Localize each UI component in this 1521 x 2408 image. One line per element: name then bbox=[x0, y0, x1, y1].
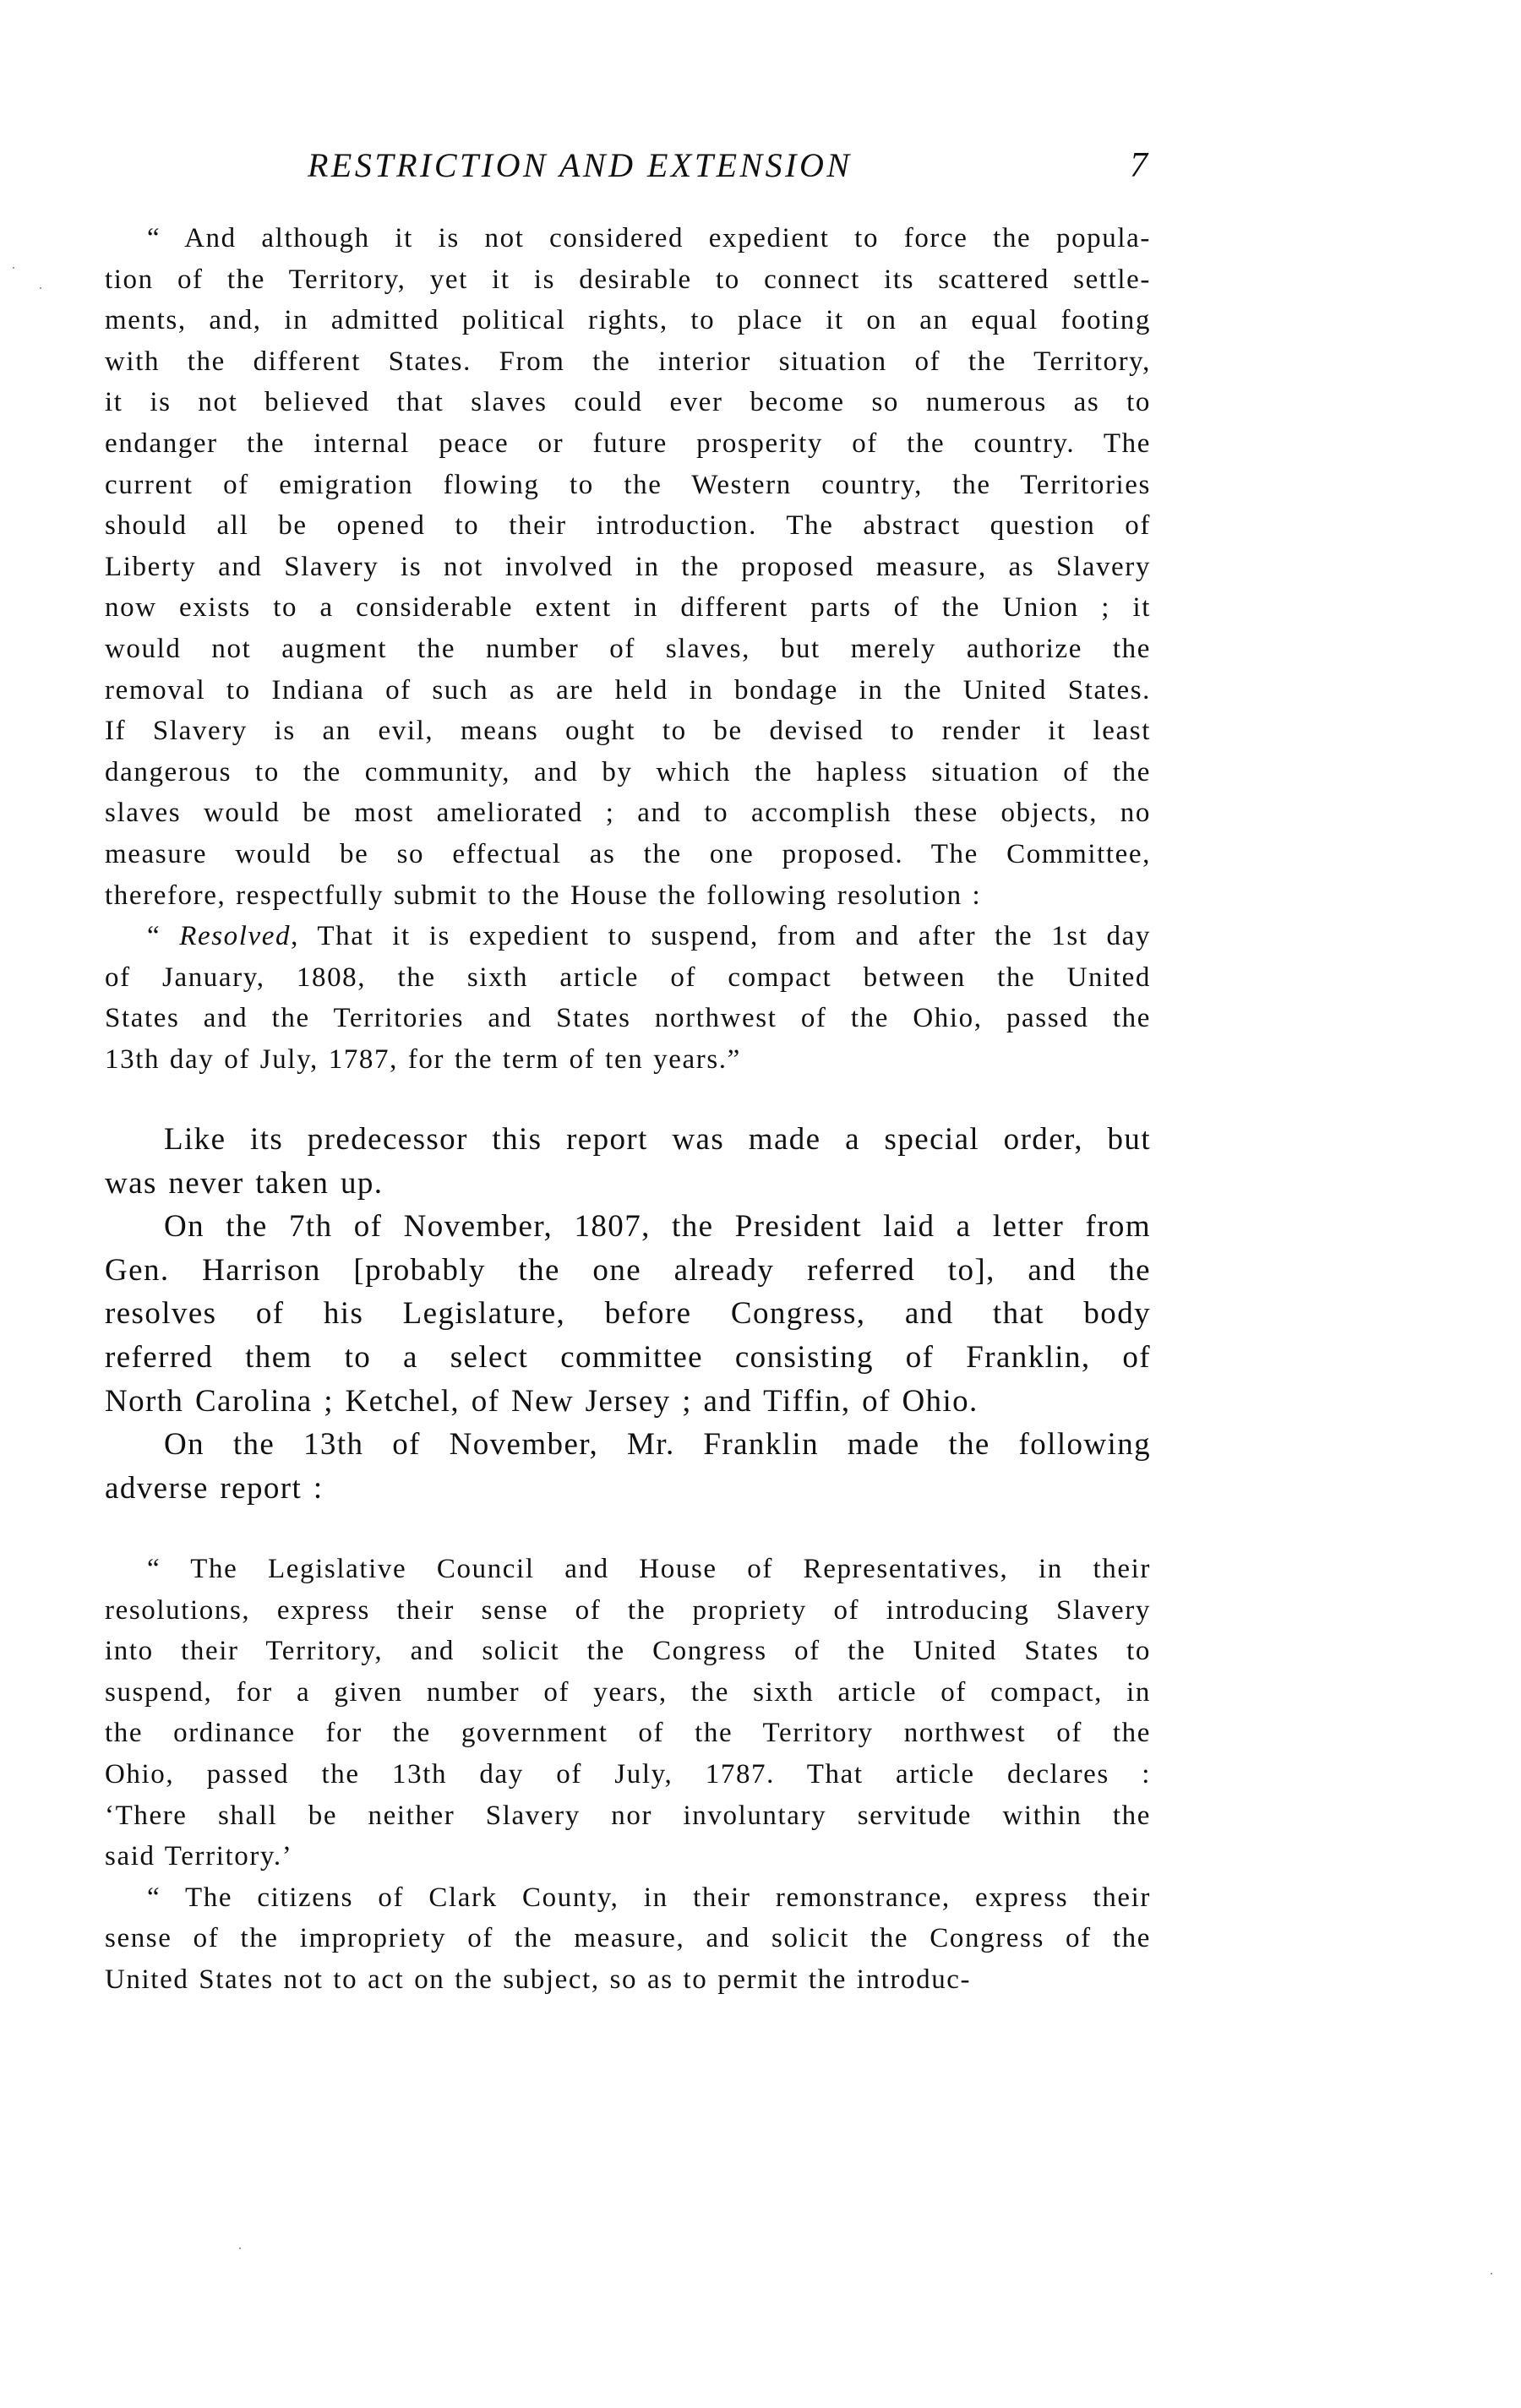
page-number: 7 bbox=[1130, 146, 1148, 185]
text-line: ‘There shall be neither Slavery nor involuntary servitude within the bbox=[105, 1800, 1151, 1831]
text-line: North Carolina ; Ketchel, of New Jersey ; and Tiffin, of Ohio. bbox=[105, 1383, 979, 1419]
text-line: removal to Indiana of such as are held in bondage in the United States. bbox=[105, 674, 1151, 706]
text-line: into their Territory, and solicit the Congress of the United States to bbox=[105, 1636, 1151, 1667]
body-paragraph bbox=[105, 1118, 1151, 1205]
text-line: endanger the internal peace or future prosperity of the country. The bbox=[105, 428, 1151, 459]
narrative-body bbox=[105, 1118, 1151, 1510]
quote-block-adverse-report bbox=[105, 1549, 1151, 2001]
body-paragraph bbox=[105, 1205, 1151, 1423]
text-line: “ And although it is not considered expedient to force the popula- bbox=[147, 223, 1151, 253]
open-quote: “ bbox=[147, 921, 180, 952]
text-line: On the 13th of November, Mr. Franklin made the following bbox=[164, 1427, 1151, 1463]
text-line: On the 7th of November, 1807, the President laid a letter from bbox=[164, 1209, 1151, 1245]
text-line: resolves of his Legislature, before Congress, and that body bbox=[105, 1296, 1151, 1332]
text-line: 13th day of July, 1787, for the term of ten years.” bbox=[105, 1043, 741, 1075]
quote-paragraph bbox=[105, 218, 1151, 916]
text-line: resolutions, express their sense of the propriety of introducing Slavery bbox=[105, 1594, 1151, 1626]
text-line: now exists to a considerable extent in different parts of the Union ; it bbox=[105, 592, 1151, 624]
text-line: sense of the impropriety of the measure, and solicit the Congress of the bbox=[105, 1923, 1151, 1954]
text-line: would not augment the number of slaves, but merely authorize the bbox=[105, 633, 1151, 664]
text-line: with the different States. From the interior situation of the Territory, bbox=[105, 346, 1151, 377]
text-line: therefore, respectfully submit to the House the following resolution : bbox=[105, 880, 982, 911]
quote-paragraph bbox=[105, 1549, 1151, 1877]
quote-block-committee-report bbox=[105, 218, 1151, 1080]
text-line: States and the Territories and States northwest of the Ohio, passed the bbox=[105, 1003, 1151, 1034]
running-head bbox=[105, 142, 1151, 189]
text-line: it is not believed that slaves could ever become so numerous as to bbox=[105, 387, 1151, 418]
text-line: should all be opened to their introduction. The abstract question of bbox=[105, 510, 1151, 542]
text-line: referred them to a select committee consisting of Franklin, of bbox=[105, 1339, 1151, 1375]
text-line: Liberty and Slavery is not involved in the proposed measure, as Slavery bbox=[105, 551, 1151, 582]
text-line: measure would be so effectual as the one proposed. The Committee, bbox=[105, 838, 1151, 869]
resolution-paragraph bbox=[105, 916, 1151, 1080]
text-line: current of emigration flowing to the Western country, the Territories bbox=[105, 469, 1151, 500]
text-line: “ The Legislative Council and House of Representatives, in their bbox=[147, 1554, 1151, 1584]
text-line: adverse report : bbox=[105, 1470, 324, 1506]
text-line: tion of the Territory, yet it is desirable to connect its scattered settle- bbox=[105, 264, 1151, 295]
running-title: RESTRICTION AND EXTENSION bbox=[308, 146, 853, 184]
text-line: Like its predecessor this report was made a special order, but bbox=[164, 1122, 1151, 1157]
text-line: of January, 1808, the sixth article of compact between the United bbox=[105, 962, 1151, 993]
text-line: If Slavery is an evil, means ought to be devised to render it least bbox=[105, 716, 1151, 747]
text-line: suspend, for a given number of years, the sixth article of compact, in bbox=[105, 1676, 1151, 1708]
scan-speck bbox=[40, 287, 41, 289]
body-paragraph bbox=[105, 1423, 1151, 1510]
text-line: was never taken up. bbox=[105, 1165, 384, 1201]
text-line: said Territory.’ bbox=[105, 1841, 293, 1872]
scan-speck bbox=[239, 2247, 241, 2249]
text-line: United States not to act on the subject, so as to permit the introduc- bbox=[105, 1964, 972, 1995]
text-line: Gen. Harrison [probably the one already referred to], and the bbox=[105, 1252, 1151, 1288]
quote-paragraph bbox=[105, 1877, 1151, 2001]
resolved-italic: Resolved bbox=[179, 921, 292, 952]
text-line: ments, and, in admitted political rights, to place it on an equal footing bbox=[105, 305, 1151, 336]
resolution-first-line: , That it is expedient to suspend, from and after the 1st day bbox=[291, 921, 1151, 952]
text-line: Ohio, passed the 13th day of July, 1787. That article declares : bbox=[105, 1758, 1151, 1790]
text-line: slaves would be most ameliorated ; and to accomplish these objects, no bbox=[105, 798, 1151, 829]
scan-speck bbox=[1491, 2273, 1492, 2275]
text-line: dangerous to the community, and by which the hapless situation of the bbox=[105, 756, 1151, 787]
text-line: the ordinance for the government of the Territory northwest of the bbox=[105, 1718, 1151, 1749]
scan-speck bbox=[13, 267, 14, 269]
text-line: “ The citizens of Clark County, in their remonstrance, express their bbox=[147, 1882, 1151, 1913]
text-line bbox=[105, 916, 1151, 957]
